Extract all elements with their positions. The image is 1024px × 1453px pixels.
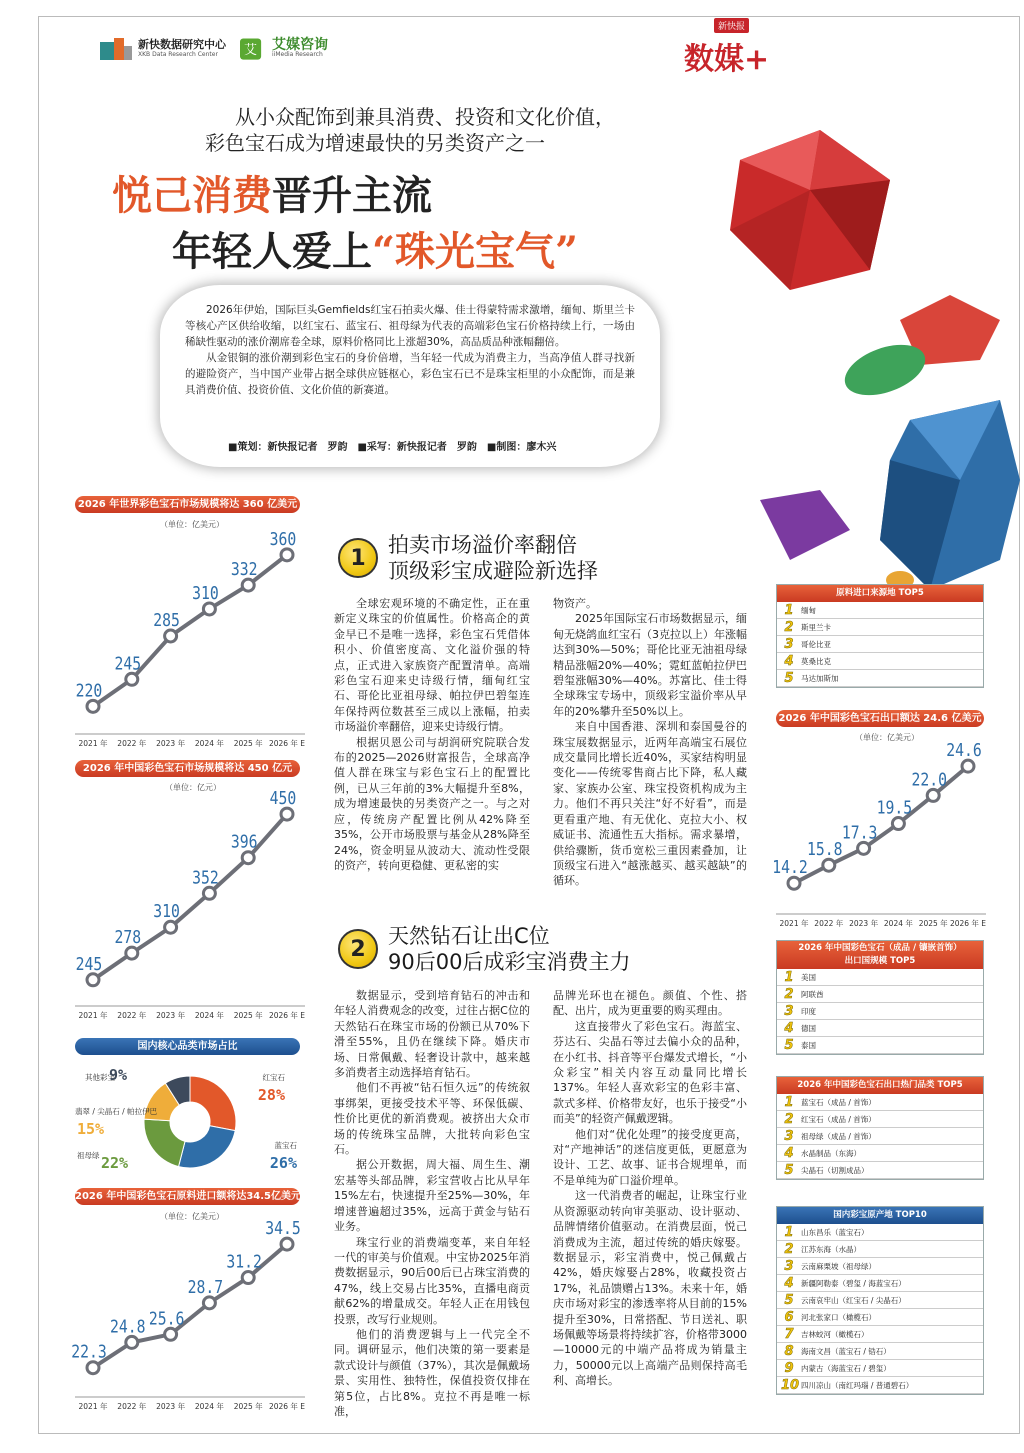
pie-slice xyxy=(179,1126,236,1168)
rank-row xyxy=(777,1275,983,1292)
data-point xyxy=(892,818,904,830)
rank-row xyxy=(777,1292,983,1309)
chart2-unit: （单位：亿元） xyxy=(165,783,221,792)
data-label: 25.6 xyxy=(148,1307,185,1329)
data-label: 360 xyxy=(269,528,297,550)
x-tick-label: 2026 年 E xyxy=(949,919,987,928)
section1-number: 1 xyxy=(338,538,378,578)
data-point xyxy=(126,1336,138,1348)
section1-col2 xyxy=(553,596,747,889)
data-point xyxy=(281,549,293,561)
chart3-category-share xyxy=(75,1060,305,1200)
s2-c1-p1: 数据显示，受到培育钻石的冲击和年轻人消费观念的改变，过往占据C位的天然钻石在珠宝市场的份额已从70%下滑至55%，且仍在继续下降。婚庆市场、日常佩戴、轻奢设计款中，越来越多消费者主动选择培育钻石。 xyxy=(334,989,530,1080)
data-point xyxy=(242,1272,254,1284)
rank-export-title-1: 2026 年中国彩色宝石（成品 / 镶嵌首饰） xyxy=(798,943,962,953)
s1-c2-p1: 2025年国际宝石市场数据显示，缅甸无烧鸽血红宝石（3克拉以上）年涨幅达到30%—50%；哥伦比亚无油祖母绿精品涨幅20%—40%；霓虹蓝帕拉伊巴碧玺涨幅30%—40%。苏富比、佳士得全球珠宝专场中，顶级彩宝溢价率从早年的20%攀升至50%以上。 xyxy=(553,612,747,718)
rank-row xyxy=(777,1111,983,1128)
rank-row xyxy=(777,1162,983,1179)
data-label: 310 xyxy=(192,582,219,604)
data-label: 278 xyxy=(114,926,142,948)
data-label: 332 xyxy=(230,558,258,580)
data-label: 352 xyxy=(192,866,219,888)
s2-c1-p4: 珠宝行业的消费端变革，来自年轻一代的审美与价值观。中宝协2025年消费数据显示，90后00后已占珠宝消费的47%，线上交易占比35%，直播电商贡献62%的增量成交。年轻人正在用钱包投票，改写行业规则。 xyxy=(334,1235,530,1326)
rank-text: 水晶制品（东海） xyxy=(801,1148,861,1158)
chart4-import-value xyxy=(71,1217,306,1413)
data-label: 220 xyxy=(75,679,103,701)
x-tick-label: 2025 年 xyxy=(233,1011,263,1020)
x-tick-label: 2022 年 xyxy=(117,1011,147,1020)
rank-row xyxy=(777,1360,983,1377)
data-label: 310 xyxy=(153,900,180,922)
rank-row xyxy=(777,1326,983,1343)
rank-number: 3 xyxy=(784,1003,794,1019)
xkb-logo xyxy=(100,36,226,62)
data-label: 450 xyxy=(269,787,297,809)
rank-text: 云南麻栗坡（祖母绿） xyxy=(801,1261,876,1271)
series-line xyxy=(93,555,287,707)
rank-row xyxy=(777,653,983,670)
rank-row xyxy=(777,969,983,986)
data-point xyxy=(823,859,835,871)
s1-c1-p1: 全球宏观环境的不确定性，正在重新定义珠宝的价值属性。价格高企的黄金早已不是唯一选择，彩色宝石凭借体积小、价值密度高、文化溢价强的特点，正式进入家族资产配置清单。高端彩色宝石迎来史诗级行情，缅甸红宝石、哥伦比亚祖母绿、帕拉伊巴碧玺连年保持两位数甚至三成以上涨幅，拍卖市场溢价率翻倍，迎来史诗级行情。 xyxy=(334,597,530,734)
rank-text: 海南文昌（蓝宝石 / 锆石） xyxy=(801,1346,891,1356)
chart5-export-value xyxy=(772,739,987,930)
rank-text: 莫桑比克 xyxy=(801,656,831,666)
xkb-logo-icon xyxy=(100,36,132,62)
rank-number: 8 xyxy=(784,1343,794,1359)
chart1-title: 2026 年世界彩色宝石市场规模将达 360 亿美元 xyxy=(75,496,300,513)
s2-c1-p5: 他们的消费逻辑与上一代完全不同。调研显示，他们决策的第一要素是款式设计与颜值（37%），其次是佩戴场景、实用性、独特性，保值投资仅排在第5位，占比8%。克拉不再是唯一标准， xyxy=(334,1327,530,1418)
rank-export-countries xyxy=(776,940,984,1055)
x-tick-label: 2026 年 E xyxy=(268,739,306,748)
rank-number: 5 xyxy=(784,670,794,686)
rank-number: 3 xyxy=(784,1128,794,1144)
data-point xyxy=(87,1362,99,1374)
rank-number: 7 xyxy=(784,1326,794,1342)
data-label: 17.3 xyxy=(841,821,878,843)
rank-import-title: 原料进口来源地 TOP5 xyxy=(777,585,983,602)
x-tick-label: 2021 年 xyxy=(78,1402,108,1411)
subtitle xyxy=(205,104,615,156)
rank-text: 印度 xyxy=(801,1006,816,1016)
pie-value-label: 15% xyxy=(77,1120,105,1138)
rank-row xyxy=(777,1343,983,1360)
rank-hot-title: 2026 年中国彩色宝石出口热门品类 TOP5 xyxy=(777,1077,983,1094)
data-point xyxy=(242,852,254,864)
brand-tag: 新快报 xyxy=(714,18,749,33)
x-tick-label: 2021 年 xyxy=(779,919,809,928)
rank-text: 斯里兰卡 xyxy=(801,622,831,632)
rank-row xyxy=(777,986,983,1003)
pie-value-label: 28% xyxy=(257,1086,285,1104)
rank-number: 1 xyxy=(784,1094,794,1110)
rank-number: 5 xyxy=(784,1037,794,1053)
x-tick-label: 2025 年 xyxy=(918,919,948,928)
x-tick-label: 2023 年 xyxy=(156,1402,186,1411)
x-tick-label: 2022 年 xyxy=(117,1402,147,1411)
rank-number: 5 xyxy=(784,1162,794,1178)
svg-text:艾: 艾 xyxy=(244,42,258,58)
x-tick-label: 2023 年 xyxy=(156,739,186,748)
rank-number: 1 xyxy=(784,602,794,618)
data-point xyxy=(927,789,939,801)
s2-c2-p3: 他们对“优化处理”的接受度更高，对“产地神话”的迷信度更低，更愿意为设计、工艺、故事、证书合规埋单，而不是单纯为矿口溢价埋单。 xyxy=(553,1127,747,1187)
data-point xyxy=(242,579,254,591)
iimedia-logo-cn: 艾媒咨询 xyxy=(272,37,328,53)
rank-row xyxy=(777,1224,983,1241)
rank-import-sources xyxy=(776,584,984,688)
data-label: 15.8 xyxy=(807,838,843,860)
lead-text xyxy=(185,302,635,398)
headline-2b: “珠光宝气” xyxy=(372,228,579,275)
rank-number: 2 xyxy=(784,1111,794,1127)
brand-title: 数媒+ xyxy=(684,42,770,77)
rank-text: 哥伦比亚 xyxy=(801,639,831,649)
data-point xyxy=(281,808,293,820)
rank-text: 内蒙古（海蓝宝石 / 碧玺） xyxy=(801,1363,891,1373)
x-tick-label: 2025 年 xyxy=(233,1402,263,1411)
data-label: 285 xyxy=(153,609,180,631)
data-point xyxy=(203,1297,215,1309)
rank-export-title-2: 出口国规模 TOP5 xyxy=(844,956,916,966)
section2-col1 xyxy=(334,988,530,1419)
rank-row xyxy=(777,636,983,653)
x-tick-label: 2021 年 xyxy=(78,1011,108,1020)
xkb-logo-en: XKB Data Research Center xyxy=(138,51,218,58)
data-label: 396 xyxy=(230,831,258,853)
data-point xyxy=(203,887,215,899)
rank-row xyxy=(777,1020,983,1037)
section1-col1 xyxy=(334,596,530,873)
data-point xyxy=(281,1238,293,1250)
pie-value-label: 26% xyxy=(269,1154,297,1172)
amethyst-gem-icon xyxy=(760,490,850,560)
headline xyxy=(112,168,578,280)
rank-row xyxy=(777,670,983,687)
subtitle-line-1: 从小众配饰到兼具消费、投资和文化价值， xyxy=(235,105,615,129)
section2-number: 2 xyxy=(338,929,378,969)
rank-text: 祖母绿（成品 / 首饰） xyxy=(801,1131,876,1141)
rank-hot-categories xyxy=(776,1076,984,1180)
data-point xyxy=(165,921,177,933)
data-point xyxy=(788,877,800,889)
x-tick-label: 2022 年 xyxy=(117,739,147,748)
chart5-unit: （单位：亿美元） xyxy=(855,733,919,742)
data-point xyxy=(126,673,138,685)
rank-text: 马达加斯加 xyxy=(801,673,839,683)
lead-para-2: 从金银铜的涨价潮到彩色宝石的身价倍增，当年轻一代成为消费主力，当高净值人群寻找新的避险资产，当中国产业带占据全球供应链枢心，彩色宝石已不是珠宝柜里的小众配饰，而是兼具消费价值、投资价值、文化价值的新赛道。 xyxy=(185,352,635,396)
data-point xyxy=(962,760,974,772)
rank-number: 1 xyxy=(784,1224,794,1240)
x-tick-label: 2025 年 xyxy=(233,739,263,748)
rank-text: 泰国 xyxy=(801,1040,816,1050)
rank-text: 蓝宝石（成品 / 首饰） xyxy=(801,1097,876,1107)
data-label: 31.2 xyxy=(226,1251,262,1272)
x-tick-label: 2024 年 xyxy=(194,739,224,748)
lead-para-1: 2026年伊始，国际巨头Gemfields红宝石拍卖火爆、佳士得蒙特需求激增，缅甸、斯里兰卡等核心产区供给收缩，以红宝石、蓝宝石、祖母绿为代表的高端彩色宝石价格持续上行，一场由稀缺性驱动的涨价潮席卷全球，原料价格同比上涨超30%，高品质品种涨幅翻倍。 xyxy=(185,304,635,348)
data-label: 14.2 xyxy=(772,856,808,878)
rank-origin-title: 国内彩宝原产地 TOP10 xyxy=(777,1207,983,1224)
pie-value-label: 9% xyxy=(109,1066,128,1084)
section1-heading xyxy=(338,532,598,584)
rank-number: 2 xyxy=(784,619,794,635)
data-point xyxy=(203,603,215,615)
rank-number: 4 xyxy=(784,1275,794,1291)
data-point xyxy=(858,842,870,854)
data-label: 28.7 xyxy=(187,1276,224,1298)
x-tick-label: 2021 年 xyxy=(78,739,108,748)
sapphire-gem-icon xyxy=(880,400,1020,590)
s2-c1-p2: 他们不再被“钻石恒久远”的传统叙事绑架，更接受技术平等、环保低碳、性价比更优的新消费观。被挤出大众市场的传统珠宝品牌，大批转向彩色宝石。 xyxy=(334,1081,530,1157)
section1-title-2: 顶级彩宝成避险新选择 xyxy=(388,559,598,583)
xkb-logo-cn: 新快数据研究中心 xyxy=(138,38,226,51)
data-label: 24.8 xyxy=(110,1315,146,1337)
rank-text: 吉林蛟河（橄榄石） xyxy=(801,1329,869,1339)
pie-category-label: 其他彩宝 xyxy=(85,1073,115,1082)
pie-category-label: 祖母绿 xyxy=(77,1151,100,1160)
pie-category-label: 蓝宝石 xyxy=(274,1141,297,1150)
rank-text: 红宝石（成品 / 首饰） xyxy=(801,1114,876,1124)
rank-number: 3 xyxy=(784,1258,794,1274)
rank-text: 缅甸 xyxy=(801,605,816,615)
rank-text: 云南哀牢山（红宝石 / 尖晶石） xyxy=(801,1295,906,1305)
rank-row xyxy=(777,1037,983,1054)
series-line xyxy=(93,814,287,980)
data-label: 34.5 xyxy=(265,1217,301,1239)
rank-row xyxy=(777,1309,983,1326)
rank-number: 4 xyxy=(784,1020,794,1036)
chart4-title: 2026 年中国彩色宝石原料进口额将达34.5亿美元 xyxy=(75,1188,300,1205)
data-point xyxy=(126,947,138,959)
rank-text: 新疆阿勒泰（碧玺 / 海蓝宝石） xyxy=(801,1278,906,1288)
s1-c2-p2: 来自中国香港、深圳和泰国曼谷的珠宝展数据显示，近两年高端宝石展位成交量同比增长近40%，买家结构明显变化——传统零售商占比下降，私人藏家、家族办公室、珠宝投资机构成为主力。他们不再只关注“好不好看”，而是更看重产地、有无优化、克拉大小、权威证书、流通性五大指标。需求暴增，供给骤断，货币宽松三重因素叠加，让顶级宝石进入“越涨越买、越买越缺”的循环。 xyxy=(553,720,747,888)
rank-number: 10 xyxy=(781,1377,800,1393)
rank-row xyxy=(777,602,983,619)
data-point xyxy=(87,974,99,986)
data-label: 245 xyxy=(114,652,142,674)
rank-text: 阿联酋 xyxy=(801,989,824,999)
rank-text: 德国 xyxy=(801,1023,816,1033)
chart3-title: 国内核心品类市场占比 xyxy=(75,1038,300,1055)
chart4-unit: （单位：亿美元） xyxy=(160,1212,224,1221)
rank-text: 江苏东海（水晶） xyxy=(801,1244,861,1254)
headline-1b: 晋升主流 xyxy=(272,172,432,219)
rank-origins xyxy=(776,1206,984,1395)
rank-row xyxy=(777,1241,983,1258)
s2-c1-p3: 据公开数据，周大福、周生生、潮宏基等头部品牌，彩宝营收占比从早年15%左右，快速提升至25%—30%，年增速普遍超过35%，远高于黄金与钻石业务。 xyxy=(334,1158,530,1234)
rank-number: 4 xyxy=(784,1145,794,1161)
data-label: 24.6 xyxy=(946,739,982,761)
x-tick-label: 2024 年 xyxy=(194,1402,224,1411)
ruby-gem-icon xyxy=(730,130,890,290)
chart2-title: 2026 年中国彩色宝石市场规模将达 450 亿元 xyxy=(75,760,300,777)
x-tick-label: 2024 年 xyxy=(194,1011,224,1020)
x-tick-label: 2026 年 E xyxy=(268,1402,306,1411)
rank-number: 2 xyxy=(784,1241,794,1257)
x-tick-label: 2022 年 xyxy=(814,919,844,928)
headline-2a: 年轻人爱上 xyxy=(172,228,372,275)
s2-c2-p2: 这直接带火了彩色宝石。海蓝宝、芬达石、尖晶石等过去偏小众的品种，在小红书、抖音等平台爆发式增长，“小众彩宝”相关内容互动量同比增长137%。年轻人喜欢彩宝的色彩丰富、款式多样、价格带友好，也乐于接受“小而美”的轻资产佩戴逻辑。 xyxy=(553,1019,747,1126)
iimedia-logo-icon xyxy=(240,36,266,62)
rank-text: 美国 xyxy=(801,972,816,982)
chart5-title: 2026 年中国彩色宝石出口额达 24.6 亿美元 xyxy=(776,710,984,727)
section2-heading xyxy=(338,923,630,975)
data-label: 245 xyxy=(75,953,103,975)
section2-col2 xyxy=(553,988,747,1389)
s1-c2-p0: 物资产。 xyxy=(553,597,597,610)
rank-row xyxy=(777,1128,983,1145)
rank-text: 山东昌乐（蓝宝石） xyxy=(801,1227,869,1237)
headline-1a: 悦己消费 xyxy=(112,172,272,219)
x-tick-label: 2023 年 xyxy=(849,919,879,928)
rank-number: 4 xyxy=(784,653,794,669)
data-point xyxy=(165,1328,177,1340)
credits: ■策划：新快报记者 罗韵 ■采写：新快报记者 罗韵 ■制图：廖木兴 xyxy=(228,442,557,453)
rank-text: 四川凉山（南红玛瑙 / 普通碧石） xyxy=(801,1380,914,1390)
rank-row xyxy=(777,1377,983,1394)
chart1-world-market xyxy=(75,528,305,750)
s2-c2-p4: 这一代消费者的崛起，让珠宝行业从资源驱动转向审美驱动、设计驱动、品牌情绪价值驱动。在消费层面，悦己消费成为主流，超过传统的婚庆嫁娶。数据显示，彩宝消费中，悦己佩戴占42%，婚庆嫁娶占28%，收藏投资占17%，礼品馈赠占13%。未来十年，婚庆市场对彩宝的渗透率将从目前的15%提升至30%，日常搭配、节日送礼、职场佩戴等场景将持续扩容，价格带3000—10000元的中端产品将成为销量主力，50000元以上高端产品则保持高毛利、高增长。 xyxy=(553,1189,747,1388)
pie-slice xyxy=(190,1076,236,1131)
rank-row xyxy=(777,1258,983,1275)
rank-row xyxy=(777,1003,983,1020)
rank-number: 1 xyxy=(784,969,794,985)
data-label: 22.0 xyxy=(911,769,947,790)
rank-number: 5 xyxy=(784,1292,794,1308)
iimedia-logo-en: iiMedia Research xyxy=(272,51,323,58)
section2-title-1: 天然钻石让出C位 xyxy=(388,924,550,948)
rank-number: 6 xyxy=(784,1309,794,1325)
subtitle-line-2: 彩色宝石成为增速最快的另类资产之一 xyxy=(205,131,545,155)
rank-row xyxy=(777,1094,983,1111)
section2-title-2: 90后00后成彩宝消费主力 xyxy=(388,950,631,974)
pie-category-label: 翡翠 / 尖晶石 / 帕拉伊巴 xyxy=(75,1107,158,1116)
data-label: 22.3 xyxy=(71,1341,107,1363)
pie-category-label: 红宝石 xyxy=(262,1073,285,1082)
data-point xyxy=(87,700,99,712)
section1-title-1: 拍卖市场溢价率翻倍 xyxy=(388,533,577,557)
rank-row xyxy=(777,1145,983,1162)
rank-export-title xyxy=(777,941,983,969)
rank-number: 3 xyxy=(784,636,794,652)
s1-c1-p2: 根据贝恩公司与胡润研究院联合发布的2025—2026财富报告，全球高净值人群在珠宝与彩色宝石上的配置比例，已从三年前的3%大幅提升至8%，成为增速最快的另类资产之一。与之对应，传统房产配置比例从42%降至35%，公开市场股票与基金从28%降至24%，资金明显从波动大、流动性受限的资产，转向更稳健、更私密的实 xyxy=(334,735,530,872)
pie-slice xyxy=(144,1119,185,1166)
x-tick-label: 2026 年 E xyxy=(268,1011,306,1020)
x-tick-label: 2024 年 xyxy=(883,919,913,928)
data-label: 19.5 xyxy=(876,797,913,818)
data-point xyxy=(165,630,177,642)
iimedia-logo xyxy=(240,36,328,62)
rank-row xyxy=(777,619,983,636)
s2-c2-p1: 品牌光环也在褪色。颜值、个性、搭配、出片，成为更重要的购买理由。 xyxy=(553,989,747,1018)
rank-number: 9 xyxy=(784,1360,794,1376)
x-tick-label: 2023 年 xyxy=(156,1011,186,1020)
chart1-unit: （单位：亿美元） xyxy=(160,520,224,529)
rank-text: 河北张家口（橄榄石） xyxy=(801,1312,876,1322)
rank-text: 尖晶石（切割成品） xyxy=(801,1165,869,1175)
pie-value-label: 22% xyxy=(101,1154,129,1172)
rank-number: 2 xyxy=(784,986,794,1002)
gemstone-illustration xyxy=(700,120,1020,590)
